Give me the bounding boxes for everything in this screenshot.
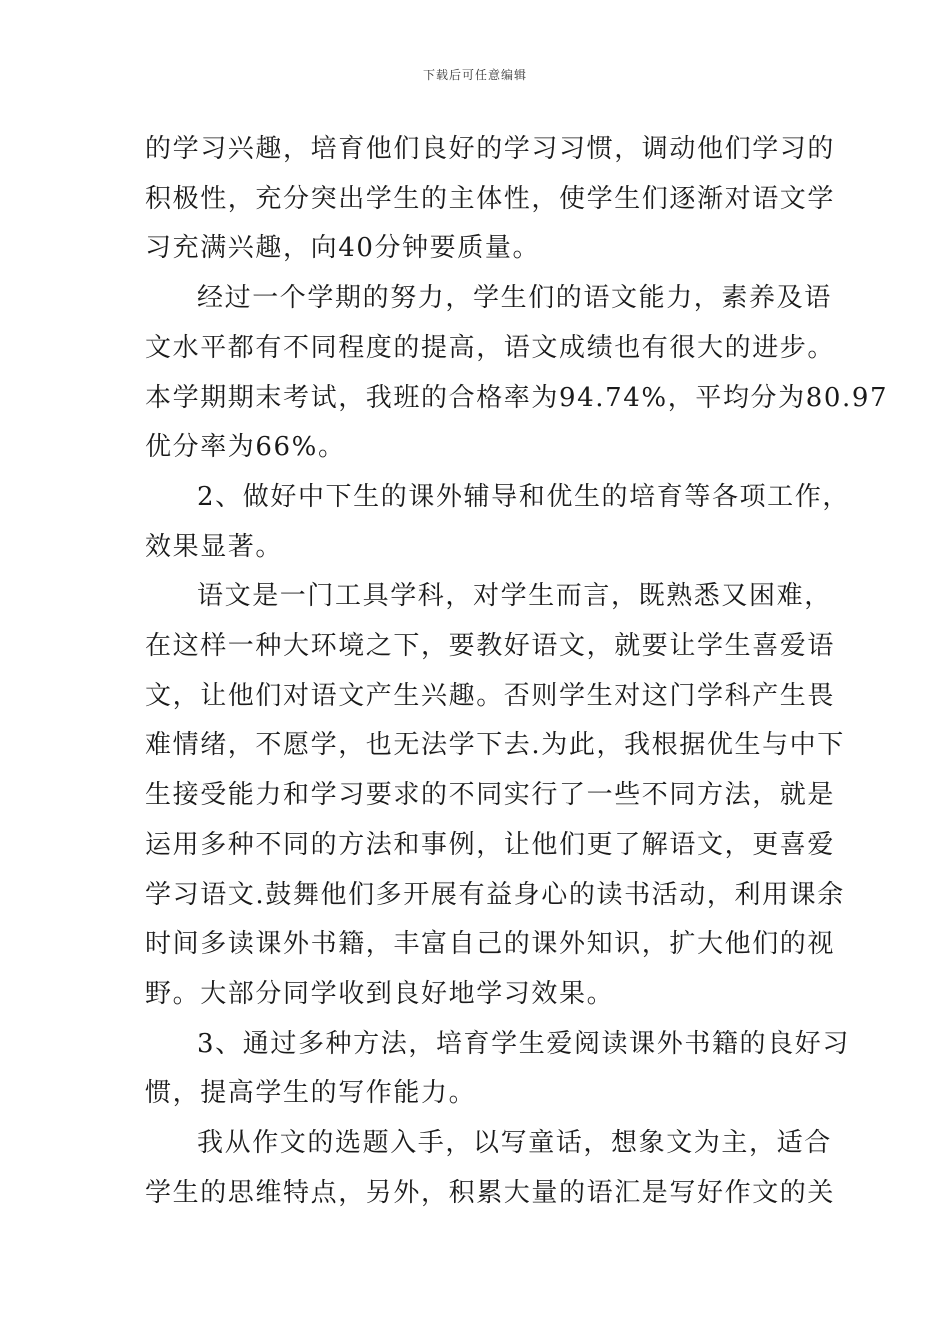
text-line: 难情绪，不愿学，也无法学下去.为此，我根据优生与中下 bbox=[145, 730, 845, 761]
paragraph-interest bbox=[145, 125, 836, 274]
text-line: 学生的思维特点，另外，积累大量的语汇是写好作文的关 bbox=[145, 1177, 836, 1208]
text-line: 文水平都有不同程度的提高，语文成绩也有很大的进步。 bbox=[145, 332, 836, 363]
text-line: 习充满兴趣，向40分钟要质量。 bbox=[145, 233, 541, 264]
text-line: 运用多种不同的方法和事例，让他们更了解语文，更喜爱 bbox=[145, 829, 836, 860]
text-line: 积极性，充分突出学生的主体性，使学生们逐渐对语文学 bbox=[145, 183, 836, 214]
paragraph-tool-subject bbox=[145, 572, 845, 1019]
page-header-note: 下载后可任意编辑 bbox=[422, 68, 527, 82]
text-line: 我从作文的选题入手，以写童话，想象文为主，适合 bbox=[197, 1128, 832, 1159]
text-line: 效果显著。 bbox=[145, 531, 284, 562]
text-line: 文，让他们对语文产生兴趣。否则学生对这门学科产生畏 bbox=[145, 680, 836, 711]
text-line: 语文是一门工具学科，对学生而言，既熟悉又困难， bbox=[197, 581, 832, 612]
text-line: 的学习兴趣，培育他们良好的学习习惯，调动他们学习的 bbox=[145, 134, 836, 164]
text-line: 本学期期末考试，我班的合格率为94.74%，平均分为80.97 bbox=[145, 382, 889, 413]
text-line: 时间多读课外书籍，丰富自己的课外知识，扩大他们的视 bbox=[145, 929, 836, 960]
text-line: 野。大部分同学收到良好地学习效果。 bbox=[145, 978, 615, 1009]
text-line: 优分率为66%。 bbox=[145, 432, 346, 463]
text-line: 3、通过多种方法，培育学生爱阅读课外书籍的良好习 bbox=[197, 1028, 850, 1059]
text-line: 经过一个学期的努力，学生们的语文能力，素养及语 bbox=[197, 283, 832, 314]
text-line: 在这样一种大环境之下，要教好语文，就要让学生喜爱语 bbox=[145, 631, 836, 662]
text-line: 学习语文.鼓舞他们多开展有益身心的读书活动，利用课余 bbox=[145, 879, 845, 910]
text-line: 惯，提高学生的写作能力。 bbox=[145, 1078, 477, 1109]
paragraph-section-3-heading bbox=[145, 1020, 850, 1119]
text-line: 生接受能力和学习要求的不同实行了一些不同方法，就是 bbox=[145, 780, 836, 811]
paragraph-composition bbox=[145, 1119, 836, 1218]
text-line: 2、做好中下生的课外辅导和优生的培育等各项工作， bbox=[197, 481, 850, 512]
paragraph-results bbox=[145, 274, 889, 473]
document-body bbox=[145, 125, 889, 1218]
paragraph-section-2-heading bbox=[145, 473, 850, 572]
